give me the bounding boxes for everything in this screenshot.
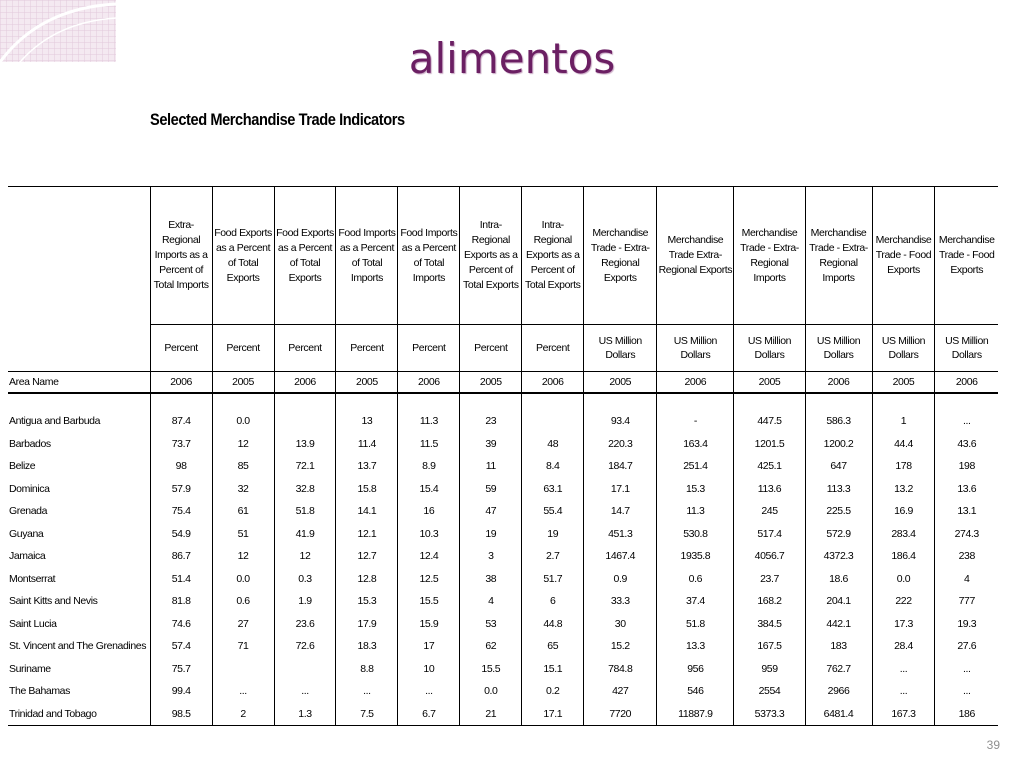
year-cell: 2005: [872, 372, 935, 394]
value-cell: 51.7: [522, 568, 584, 591]
value-cell: 167.5: [734, 635, 805, 658]
value-cell: 98: [150, 455, 212, 478]
value-cell: 13.7: [336, 455, 398, 478]
unit-row: [8, 325, 998, 372]
year-row: [8, 372, 998, 394]
value-cell: 956: [657, 658, 734, 681]
table-title: Selected Merchandise Trade Indicators: [150, 110, 405, 129]
unit-cell: Percent: [274, 325, 336, 372]
value-cell: 6.7: [398, 703, 460, 726]
value-cell: 11887.9: [657, 703, 734, 726]
value-cell: 1200.2: [805, 433, 872, 456]
table-row: [8, 455, 998, 478]
value-cell: 93.4: [584, 410, 657, 433]
value-cell: 63.1: [522, 478, 584, 501]
value-cell: ...: [935, 680, 998, 703]
column-header: Merchandise Trade - Extra-Regional Imports: [805, 187, 872, 325]
value-cell: 12.4: [398, 545, 460, 568]
table-row: [8, 613, 998, 636]
value-cell: 15.1: [522, 658, 584, 681]
value-cell: 32: [212, 478, 274, 501]
value-cell: 30: [584, 613, 657, 636]
unit-cell: US Million Dollars: [872, 325, 935, 372]
value-cell: [522, 410, 584, 433]
value-cell: 72.1: [274, 455, 336, 478]
value-cell: 17.3: [872, 613, 935, 636]
value-cell: 0.6: [657, 568, 734, 591]
value-cell: ...: [212, 680, 274, 703]
value-cell: 183: [805, 635, 872, 658]
value-cell: 0.9: [584, 568, 657, 591]
column-header: Merchandise Trade Extra-Regional Exports: [657, 187, 734, 325]
column-header: Merchandise Trade - Extra-Regional Imports: [734, 187, 805, 325]
table-row: [8, 545, 998, 568]
value-cell: [274, 658, 336, 681]
value-cell: 33.3: [584, 590, 657, 613]
value-cell: 12.1: [336, 523, 398, 546]
value-cell: 15.4: [398, 478, 460, 501]
value-cell: 15.2: [584, 635, 657, 658]
value-cell: 15.3: [336, 590, 398, 613]
value-cell: 198: [935, 455, 998, 478]
value-cell: 12: [274, 545, 336, 568]
value-cell: 14.7: [584, 500, 657, 523]
value-cell: 384.5: [734, 613, 805, 636]
year-cell: 2006: [274, 372, 336, 394]
unit-blank-cell: [8, 325, 150, 372]
value-cell: 21: [460, 703, 522, 726]
value-cell: 225.5: [805, 500, 872, 523]
value-cell: 2966: [805, 680, 872, 703]
value-cell: 55.4: [522, 500, 584, 523]
value-cell: 13: [336, 410, 398, 433]
value-cell: 10: [398, 658, 460, 681]
value-cell: 163.4: [657, 433, 734, 456]
area-name-cell: Saint Lucia: [9, 617, 57, 630]
value-cell: 18.3: [336, 635, 398, 658]
year-cell: 2006: [150, 372, 212, 394]
value-cell: 37.4: [657, 590, 734, 613]
value-cell: 586.3: [805, 410, 872, 433]
area-name-cell: Suriname: [9, 662, 51, 675]
value-cell: 113.3: [805, 478, 872, 501]
value-cell: 57.4: [150, 635, 212, 658]
value-cell: 28.4: [872, 635, 935, 658]
value-cell: 59: [460, 478, 522, 501]
value-cell: 178: [872, 455, 935, 478]
value-cell: 15.5: [460, 658, 522, 681]
value-cell: 54.9: [150, 523, 212, 546]
value-cell: 11.4: [336, 433, 398, 456]
value-cell: 41.9: [274, 523, 336, 546]
value-cell: ...: [935, 658, 998, 681]
table-row: [8, 478, 998, 501]
value-cell: 12.8: [336, 568, 398, 591]
value-cell: 86.7: [150, 545, 212, 568]
value-cell: 8.4: [522, 455, 584, 478]
value-cell: 85: [212, 455, 274, 478]
value-cell: 87.4: [150, 410, 212, 433]
value-cell: 762.7: [805, 658, 872, 681]
column-header: Food Exports as a Percent of Total Exports: [274, 187, 336, 325]
year-cell: 2005: [336, 372, 398, 394]
value-cell: 425.1: [734, 455, 805, 478]
value-cell: 23.6: [274, 613, 336, 636]
value-cell: 11: [460, 455, 522, 478]
value-cell: 23.7: [734, 568, 805, 591]
value-cell: 0.3: [274, 568, 336, 591]
year-cell: 2006: [398, 372, 460, 394]
value-cell: 19: [522, 523, 584, 546]
area-name-cell: Antigua and Barbuda: [9, 415, 101, 428]
table-row: [8, 410, 998, 433]
value-cell: 0.2: [522, 680, 584, 703]
value-cell: 0.6: [212, 590, 274, 613]
value-cell: 8.9: [398, 455, 460, 478]
value-cell: 1467.4: [584, 545, 657, 568]
value-cell: 44.4: [872, 433, 935, 456]
value-cell: -: [657, 410, 734, 433]
area-name-cell: Belize: [9, 460, 36, 473]
column-header: Food Exports as a Percent of Total Exports: [212, 187, 274, 325]
value-cell: 18.6: [805, 568, 872, 591]
value-cell: 546: [657, 680, 734, 703]
value-cell: 15.3: [657, 478, 734, 501]
area-name-cell: Dominica: [9, 482, 50, 495]
value-cell: 16: [398, 500, 460, 523]
value-cell: 73.7: [150, 433, 212, 456]
value-cell: 17.1: [584, 478, 657, 501]
value-cell: 274.3: [935, 523, 998, 546]
table-body: [8, 393, 998, 726]
unit-cell: US Million Dollars: [584, 325, 657, 372]
value-cell: 2: [212, 703, 274, 726]
year-cell: 2006: [657, 372, 734, 394]
trade-indicators-table: [8, 186, 998, 726]
value-cell: 2554: [734, 680, 805, 703]
table-row: [8, 590, 998, 613]
value-cell: 17: [398, 635, 460, 658]
value-cell: 0.0: [872, 568, 935, 591]
column-header: Merchandise Trade - Food Exports: [935, 187, 998, 325]
table-row: [8, 433, 998, 456]
value-cell: 442.1: [805, 613, 872, 636]
value-cell: 13.6: [935, 478, 998, 501]
value-cell: 19: [460, 523, 522, 546]
area-name-cell: Barbados: [9, 437, 51, 450]
value-cell: 647: [805, 455, 872, 478]
value-cell: 47: [460, 500, 522, 523]
value-cell: 6481.4: [805, 703, 872, 726]
page-number: 39: [986, 738, 1000, 752]
value-cell: 75.7: [150, 658, 212, 681]
value-cell: 1.3: [274, 703, 336, 726]
value-cell: 99.4: [150, 680, 212, 703]
value-cell: 1.9: [274, 590, 336, 613]
table-row: [8, 635, 998, 658]
area-name-cell: Jamaica: [9, 550, 46, 563]
year-cell: 2005: [584, 372, 657, 394]
value-cell: 6: [522, 590, 584, 613]
year-cell: 2005: [212, 372, 274, 394]
year-cell: 2006: [522, 372, 584, 394]
value-cell: 51: [212, 523, 274, 546]
value-cell: 238: [935, 545, 998, 568]
value-cell: 7720: [584, 703, 657, 726]
value-cell: 4372.3: [805, 545, 872, 568]
value-cell: 168.2: [734, 590, 805, 613]
value-cell: 204.1: [805, 590, 872, 613]
area-name-cell: Guyana: [9, 527, 44, 540]
value-cell: 98.5: [150, 703, 212, 726]
value-cell: 12.5: [398, 568, 460, 591]
value-cell: ...: [935, 410, 998, 433]
value-cell: 2.7: [522, 545, 584, 568]
value-cell: 27.6: [935, 635, 998, 658]
value-cell: 12: [212, 433, 274, 456]
value-cell: 17.1: [522, 703, 584, 726]
value-cell: 5373.3: [734, 703, 805, 726]
value-cell: 13.1: [935, 500, 998, 523]
value-cell: 167.3: [872, 703, 935, 726]
value-cell: 777: [935, 590, 998, 613]
value-cell: 19.3: [935, 613, 998, 636]
value-cell: 14.1: [336, 500, 398, 523]
value-cell: 1935.8: [657, 545, 734, 568]
value-cell: 447.5: [734, 410, 805, 433]
column-header: Merchandise Trade - Extra-Regional Exports: [584, 187, 657, 325]
value-cell: 12.7: [336, 545, 398, 568]
value-cell: 61: [212, 500, 274, 523]
value-cell: 15.9: [398, 613, 460, 636]
value-cell: 451.3: [584, 523, 657, 546]
value-cell: [212, 658, 274, 681]
unit-cell: US Million Dollars: [734, 325, 805, 372]
value-cell: [274, 410, 336, 433]
value-cell: 74.6: [150, 613, 212, 636]
value-cell: 7.5: [336, 703, 398, 726]
value-cell: 11.5: [398, 433, 460, 456]
value-cell: 530.8: [657, 523, 734, 546]
value-cell: ...: [872, 658, 935, 681]
unit-cell: US Million Dollars: [657, 325, 734, 372]
table-row: [8, 658, 998, 681]
unit-cell: Percent: [150, 325, 212, 372]
area-name-cell: The Bahamas: [9, 685, 70, 698]
value-cell: 13.9: [274, 433, 336, 456]
value-cell: 283.4: [872, 523, 935, 546]
value-cell: 44.8: [522, 613, 584, 636]
value-cell: 0.0: [212, 568, 274, 591]
unit-cell: Percent: [460, 325, 522, 372]
value-cell: 113.6: [734, 478, 805, 501]
spacer-row: [8, 393, 998, 410]
table-row: [8, 680, 998, 703]
value-cell: 251.4: [657, 455, 734, 478]
value-cell: 27: [212, 613, 274, 636]
unit-cell: Percent: [336, 325, 398, 372]
value-cell: 53: [460, 613, 522, 636]
value-cell: 4: [935, 568, 998, 591]
value-cell: 62: [460, 635, 522, 658]
value-cell: 38: [460, 568, 522, 591]
value-cell: 1: [872, 410, 935, 433]
value-cell: 517.4: [734, 523, 805, 546]
value-cell: 71: [212, 635, 274, 658]
value-cell: 23: [460, 410, 522, 433]
area-name-cell: St. Vincent and The Grenadines: [9, 640, 147, 653]
value-cell: 48: [522, 433, 584, 456]
value-cell: 17.9: [336, 613, 398, 636]
value-cell: 3: [460, 545, 522, 568]
year-cell: 2005: [734, 372, 805, 394]
column-header: Intra-Regional Exports as a Percent of Total Exports: [460, 187, 522, 325]
value-cell: 4056.7: [734, 545, 805, 568]
value-cell: 1201.5: [734, 433, 805, 456]
value-cell: 75.4: [150, 500, 212, 523]
column-header: Intra-Regional Exports as a Percent of Total Exports: [522, 187, 584, 325]
column-header: Food Imports as a Percent of Total Imports: [398, 187, 460, 325]
value-cell: 65: [522, 635, 584, 658]
value-cell: 222: [872, 590, 935, 613]
value-cell: 784.8: [584, 658, 657, 681]
value-cell: 51.8: [657, 613, 734, 636]
value-cell: 427: [584, 680, 657, 703]
area-name-cell: Grenada: [9, 505, 48, 518]
value-cell: 11.3: [657, 500, 734, 523]
column-header: Merchandise Trade - Food Exports: [872, 187, 935, 325]
value-cell: 959: [734, 658, 805, 681]
area-name-cell: Saint Kitts and Nevis: [9, 595, 98, 608]
value-cell: 245: [734, 500, 805, 523]
unit-cell: US Million Dollars: [935, 325, 998, 372]
value-cell: 51.4: [150, 568, 212, 591]
table-row: [8, 703, 998, 726]
value-cell: 10.3: [398, 523, 460, 546]
column-header: Extra-Regional Imports as a Percent of Total Imports: [150, 187, 212, 325]
unit-cell: US Million Dollars: [805, 325, 872, 372]
header-row: [8, 187, 998, 325]
value-cell: ...: [274, 680, 336, 703]
value-cell: 184.7: [584, 455, 657, 478]
unit-cell: Percent: [522, 325, 584, 372]
value-cell: 15.5: [398, 590, 460, 613]
unit-cell: Percent: [398, 325, 460, 372]
table-row: [8, 568, 998, 591]
value-cell: 51.8: [274, 500, 336, 523]
value-cell: 186.4: [872, 545, 935, 568]
value-cell: 12: [212, 545, 274, 568]
area-name-cell: Montserrat: [9, 572, 56, 585]
value-cell: 43.6: [935, 433, 998, 456]
value-cell: 81.8: [150, 590, 212, 613]
area-header-cell: [8, 187, 150, 325]
value-cell: 0.0: [212, 410, 274, 433]
table-row: [8, 523, 998, 546]
value-cell: 220.3: [584, 433, 657, 456]
value-cell: ...: [398, 680, 460, 703]
year-cell: 2006: [805, 372, 872, 394]
value-cell: ...: [336, 680, 398, 703]
value-cell: 0.0: [460, 680, 522, 703]
value-cell: 8.8: [336, 658, 398, 681]
value-cell: 57.9: [150, 478, 212, 501]
year-cell: 2005: [460, 372, 522, 394]
area-name-label: Area Name: [8, 372, 150, 394]
value-cell: 15.8: [336, 478, 398, 501]
slide-title: alimentos: [408, 34, 616, 83]
value-cell: 11.3: [398, 410, 460, 433]
value-cell: 72.6: [274, 635, 336, 658]
value-cell: 13.2: [872, 478, 935, 501]
value-cell: 13.3: [657, 635, 734, 658]
column-header: Food Imports as a Percent of Total Imports: [336, 187, 398, 325]
value-cell: 4: [460, 590, 522, 613]
area-name-cell: Trinidad and Tobago: [8, 703, 150, 726]
value-cell: ...: [872, 680, 935, 703]
value-cell: 16.9: [872, 500, 935, 523]
year-cell: 2006: [935, 372, 998, 394]
value-cell: 32.8: [274, 478, 336, 501]
table-row: [8, 500, 998, 523]
value-cell: 39: [460, 433, 522, 456]
value-cell: 186: [935, 703, 998, 726]
value-cell: 572.9: [805, 523, 872, 546]
unit-cell: Percent: [212, 325, 274, 372]
